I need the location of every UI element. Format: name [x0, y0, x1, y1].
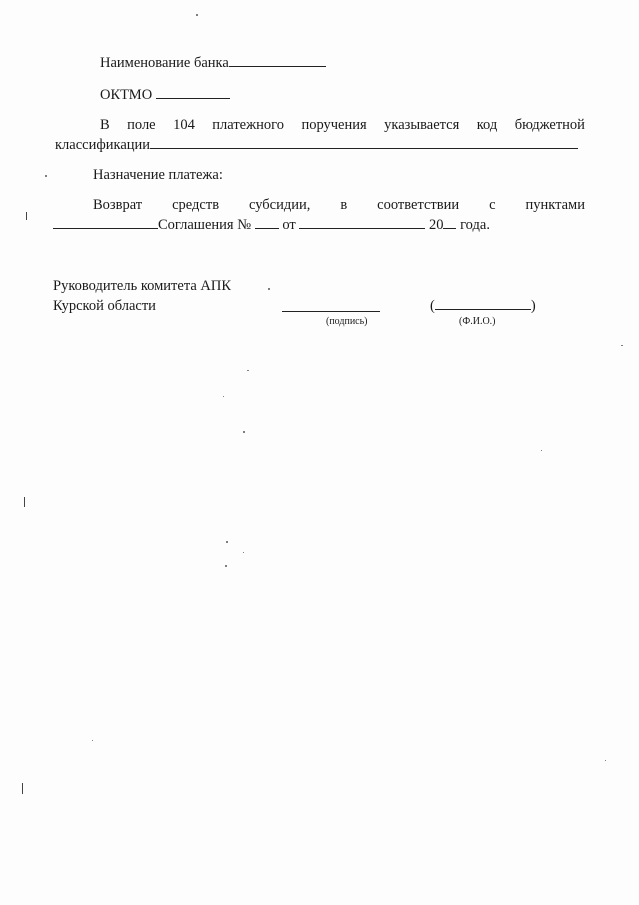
- field104-word: платежного: [212, 117, 284, 133]
- refund-word: соответствии: [377, 197, 460, 213]
- bank-name-line: [100, 54, 326, 72]
- agreement-number-blank: [255, 216, 279, 229]
- field104-line: [100, 116, 585, 134]
- refund-word: Возврат: [93, 197, 143, 213]
- payment-purpose-line: [93, 166, 223, 184]
- scan-margin-mark: [22, 783, 23, 794]
- bank-name-blank: [229, 54, 326, 67]
- scan-speck: [226, 541, 228, 543]
- agreement-date-blank: [299, 216, 425, 229]
- scan-speck: [621, 345, 623, 346]
- scan-speck: [225, 565, 227, 567]
- scan-speck: [196, 14, 198, 16]
- field104-word: В: [100, 117, 110, 133]
- signature-blank: [282, 299, 380, 312]
- refund-word: субсидии,: [249, 197, 311, 213]
- field104-word: указывается: [384, 117, 460, 133]
- year-prefix: 20: [428, 217, 444, 233]
- bank-name-label: Наименование банка: [100, 55, 229, 71]
- field104-word: код: [476, 117, 498, 133]
- refund-word: средств: [172, 197, 220, 213]
- oktmo-blank: [156, 86, 230, 99]
- clause-blank: [53, 216, 158, 229]
- oktmo-line: [100, 86, 230, 104]
- full-name-blank: [435, 297, 531, 310]
- signatory-title-line2: [53, 297, 156, 315]
- signatory-title-line1: [53, 277, 231, 295]
- payment-purpose-label: Назначение платежа:: [93, 167, 223, 183]
- signatory-title: Руководитель комитета АПК: [53, 278, 232, 294]
- scan-speck: [541, 450, 542, 451]
- refund-word: в: [340, 197, 348, 213]
- scan-speck: [243, 552, 244, 553]
- scan-speck: [247, 370, 249, 371]
- field104-word: бюджетной: [514, 117, 585, 133]
- scan-speck: [243, 431, 245, 433]
- agreement-from-label: от: [282, 217, 296, 233]
- classification-line: [55, 136, 578, 154]
- scan-speck: [605, 760, 606, 761]
- field104-word: 104: [173, 117, 195, 133]
- signatory-region: Курской области: [53, 298, 156, 314]
- year-suffix: года.: [460, 217, 490, 233]
- full-name-caption: (Ф.И.О.): [459, 316, 496, 327]
- oktmo-label: ОКТМО: [100, 87, 153, 103]
- agreement-line: [53, 216, 490, 234]
- refund-word: с: [489, 197, 496, 213]
- full-name-field: [430, 297, 536, 315]
- scan-margin-mark: [26, 212, 27, 220]
- agreement-label: Соглашения №: [158, 217, 252, 233]
- refund-line: [93, 196, 585, 214]
- scan-speck: [45, 175, 47, 177]
- field104-word: поле: [127, 117, 156, 133]
- year-blank: [443, 216, 456, 229]
- signature-caption: (подпись): [326, 316, 368, 327]
- scan-speck: [268, 288, 270, 290]
- scan-speck: [92, 740, 93, 741]
- classification-blank: [150, 136, 578, 149]
- classification-label: классификации: [55, 137, 151, 153]
- full-name-open-paren: (: [430, 298, 435, 314]
- full-name-close-paren: ): [530, 298, 536, 314]
- field104-word: поручения: [301, 117, 367, 133]
- scan-speck: [223, 396, 224, 397]
- scan-margin-mark: [24, 497, 25, 507]
- refund-word: пунктами: [525, 197, 585, 213]
